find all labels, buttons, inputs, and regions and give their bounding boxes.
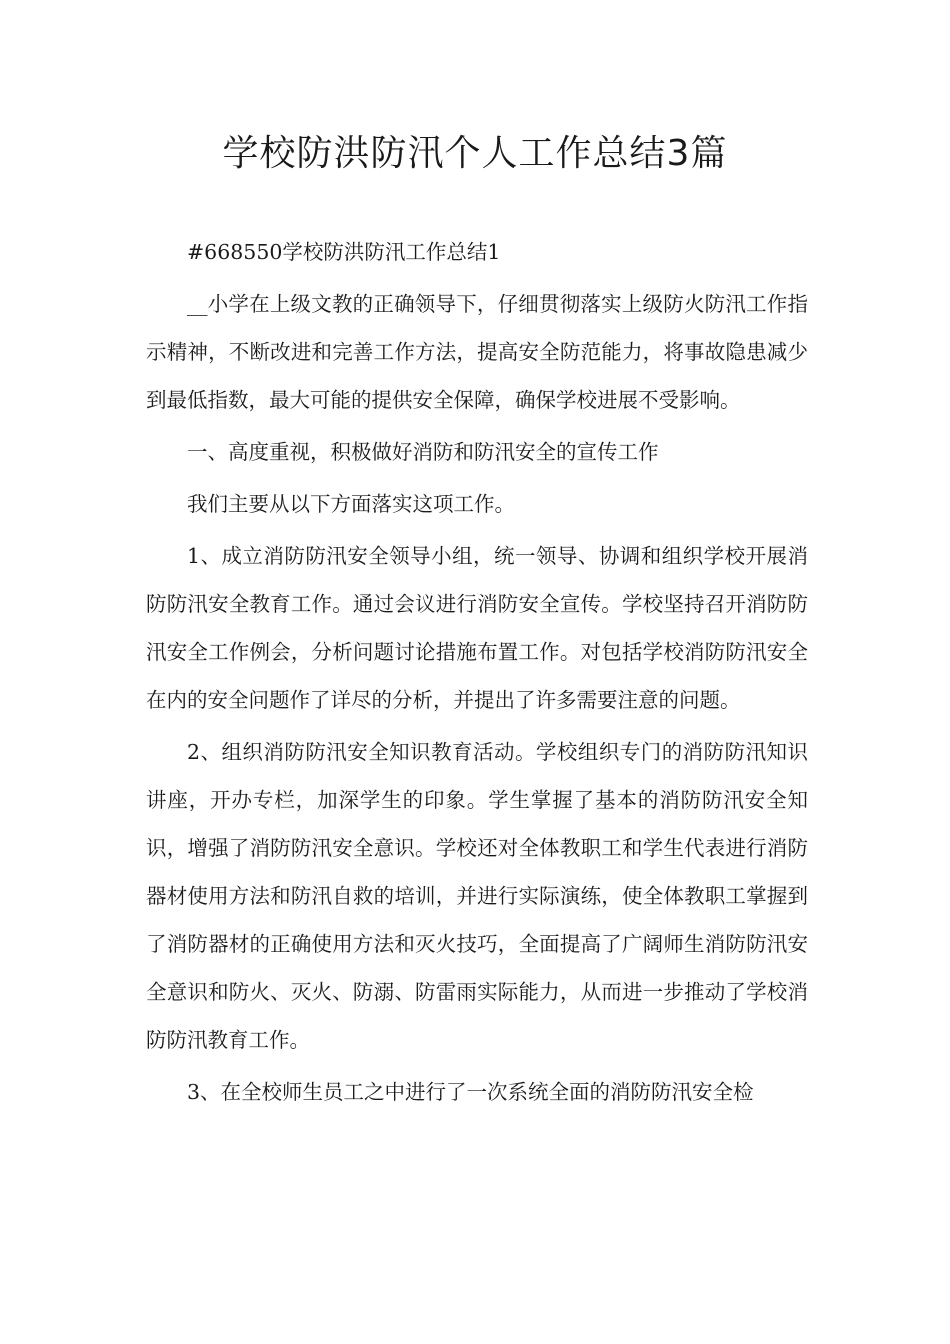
document-title: 学校防洪防汛个人工作总结3篇: [222, 133, 728, 174]
paragraph: __小学在上级文教的正确领导下，仔细贯彻落实上级防火防汛工作指示精神，不断改进和完善工作方法，提高安全防范能力，将事故隐患减少到最低指数，最大可能的提供安全保障，确保学校进展不受影响。: [146, 292, 808, 412]
paragraph: 我们主要从以下方面落实这项工作。: [187, 492, 515, 516]
paragraph-subtitle: #668550学校防洪防汛工作总结1: [187, 240, 501, 264]
paragraph: 3、在全校师生员工之中进行了一次系统全面的消防防汛安全检: [187, 1080, 754, 1104]
paragraph: 1、成立消防防汛安全领导小组，统一领导、协调和组织学校开展消防防汛安全教育工作。通过会议进行消防安全宣传。学校坚持召开消防防汛安全工作例会，分析问题讨论措施布置工作。对包括学校消防防汛安全在内的安全问题作了详尽的分析，并提出了许多需要注意的问题。: [146, 544, 808, 712]
paragraph: 2、组织消防防汛安全知识教育活动。学校组织专门的消防防汛知识讲座，开办专栏，加深学生的印象。学生掌握了基本的消防防汛安全知识，增强了消防防汛安全意识。学校还对全体教职工和学生代表进行消防器材使用方法和防汛自救的培训，并进行实际演练，使全体教职工掌握到了消防器材的正确使用方法和灭火技巧，全面提高了广阔师生消防防汛安全意识和防火、灭火、防溺、防雷雨实际能力，从而进一步推动了学校消防防汛教育工作。: [146, 740, 808, 1052]
document-body: [146, 228, 808, 1120]
paragraph-heading: 一、高度重视，积极做好消防和防汛安全的宣传工作: [187, 440, 659, 464]
